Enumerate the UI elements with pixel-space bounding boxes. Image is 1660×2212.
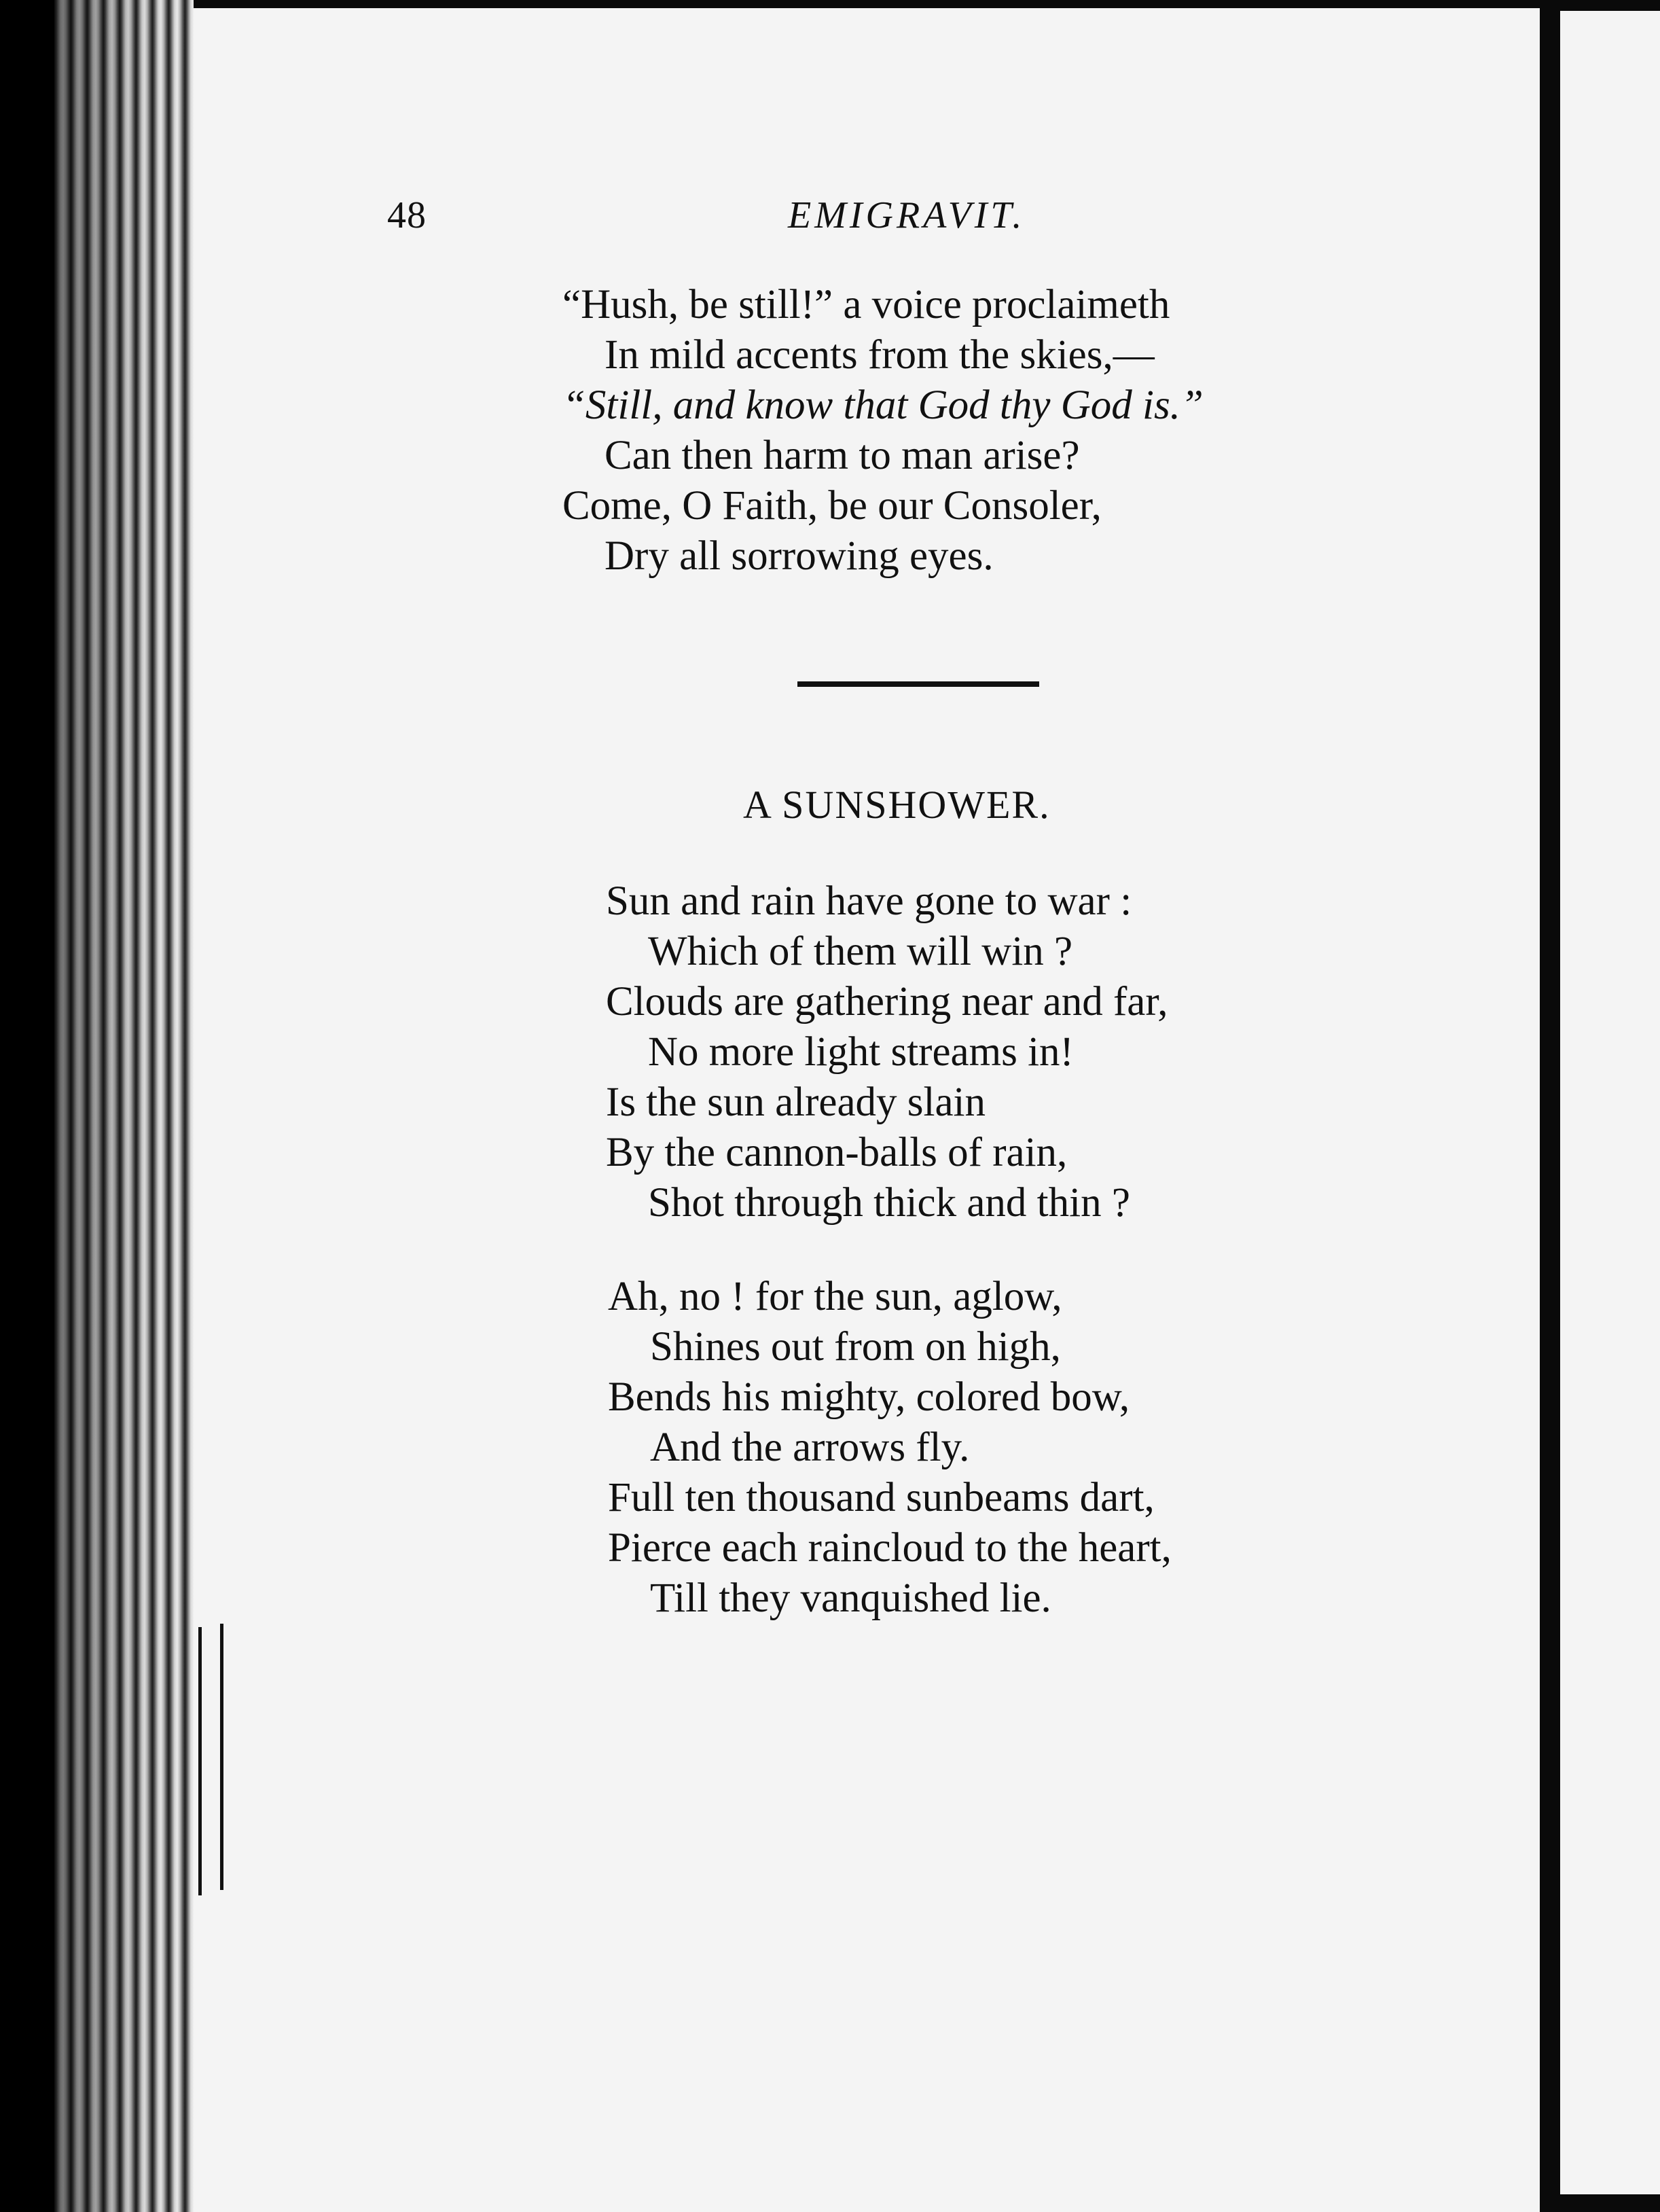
verse-line: In mild accents from the skies,—	[605, 332, 1155, 378]
verse-line: “Still, and know that God thy God is.”	[562, 382, 1204, 428]
margin-mark	[220, 1624, 223, 1890]
running-head	[0, 194, 1660, 241]
verse-line: And the arrows fly.	[650, 1425, 970, 1470]
poem-title: A SUNSHOWER.	[743, 783, 1051, 827]
binding-shadow	[54, 0, 197, 2212]
verse-line: Till they vanquished lie.	[650, 1575, 1051, 1621]
verse-line: Come, O Faith, be our Consoler,	[562, 483, 1102, 529]
section-divider-rule	[797, 681, 1039, 687]
page-gutter	[1540, 0, 1560, 2212]
verse-line: Pierce each raincloud to the heart,	[608, 1525, 1172, 1571]
verse-line: Is the sun already slain	[606, 1080, 986, 1125]
poem-stanza-1	[606, 876, 1168, 1228]
verse-line: Which of them will win ?	[648, 929, 1073, 974]
verse-line: No more light streams in!	[648, 1029, 1074, 1075]
facing-page-top-border	[1560, 0, 1660, 11]
page-number: 48	[387, 194, 427, 236]
verse-line: “Hush, be still!” a voice proclaimeth	[562, 282, 1170, 327]
running-title: EMIGRAVIT.	[788, 194, 1026, 236]
verse-line: Can then harm to man arise?	[605, 433, 1080, 478]
previous-poem-stanza	[562, 280, 1204, 582]
verse-line: Bends his mighty, colored bow,	[608, 1374, 1130, 1420]
facing-page-bottom-border	[1542, 2194, 1660, 2212]
verse-line: Shines out from on high,	[650, 1324, 1061, 1370]
facing-page-edge	[1560, 0, 1660, 2212]
poem-stanza-2	[608, 1272, 1172, 1624]
margin-mark	[198, 1627, 202, 1895]
verse-line: Ah, no ! for the sun, aglow,	[608, 1274, 1062, 1319]
verse-line: Full ten thousand sunbeams dart,	[608, 1475, 1155, 1520]
verse-line: Clouds are gathering near and far,	[606, 979, 1168, 1024]
verse-line: Sun and rain have gone to war :	[606, 878, 1132, 924]
verse-line: Dry all sorrowing eyes.	[605, 533, 994, 579]
verse-line: By the cannon-balls of rain,	[606, 1130, 1068, 1175]
verse-line: Shot through thick and thin ?	[648, 1180, 1130, 1226]
